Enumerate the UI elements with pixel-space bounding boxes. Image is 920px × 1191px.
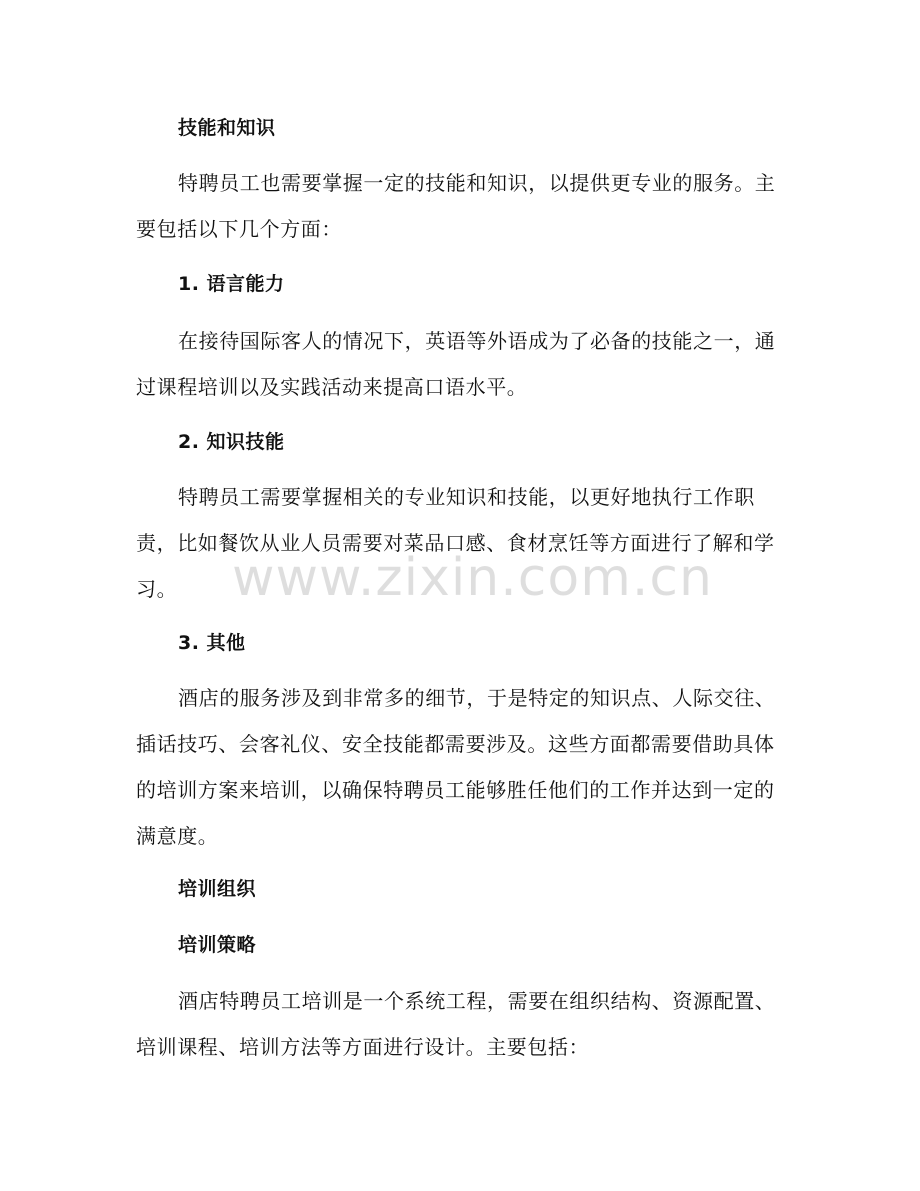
heading-other: 3. 其他 bbox=[178, 632, 246, 654]
heading-knowledge-skills: 2. 知识技能 bbox=[178, 431, 285, 453]
paragraph-training-strategy: 酒店特聘员工培训是一个系统工程，需要在组织结构、资源配置、培训课程、培训方法等方面进行设计。主要包括： bbox=[136, 989, 776, 1059]
heading-training-strategy: 培训策略 bbox=[178, 934, 257, 956]
heading-training-organization: 培训组织 bbox=[178, 878, 257, 900]
paragraph-skills-intro: 特聘员工也需要掌握一定的技能和知识，以提供更专业的服务。主要包括以下几个方面： bbox=[136, 171, 776, 241]
paragraph-knowledge-skills: 特聘员工需要掌握相关的专业知识和技能，以更好地执行工作职责，比如餐饮从业人员需要对菜品口感、食材烹饪等方面进行了解和学习。 bbox=[136, 485, 775, 601]
paragraph-other: 酒店的服务涉及到非常多的细节，于是特定的知识点、人际交往、插话技巧、会客礼仪、安全技能都需要涉及。这些方面都需要借助具体的培训方案来培训，以确保特聘员工能够胜任他们的工作并达到一定的满意度。 bbox=[136, 686, 776, 848]
heading-language-ability: 1. 语言能力 bbox=[178, 273, 285, 295]
watermark-text: www.zixin.com.cn bbox=[232, 548, 713, 608]
paragraph-language-ability: 在接待国际客人的情况下，英语等外语成为了必备的技能之一，通过课程培训以及实践活动来提高口语水平。 bbox=[136, 329, 776, 399]
heading-skills-knowledge: 技能和知识 bbox=[178, 117, 276, 139]
